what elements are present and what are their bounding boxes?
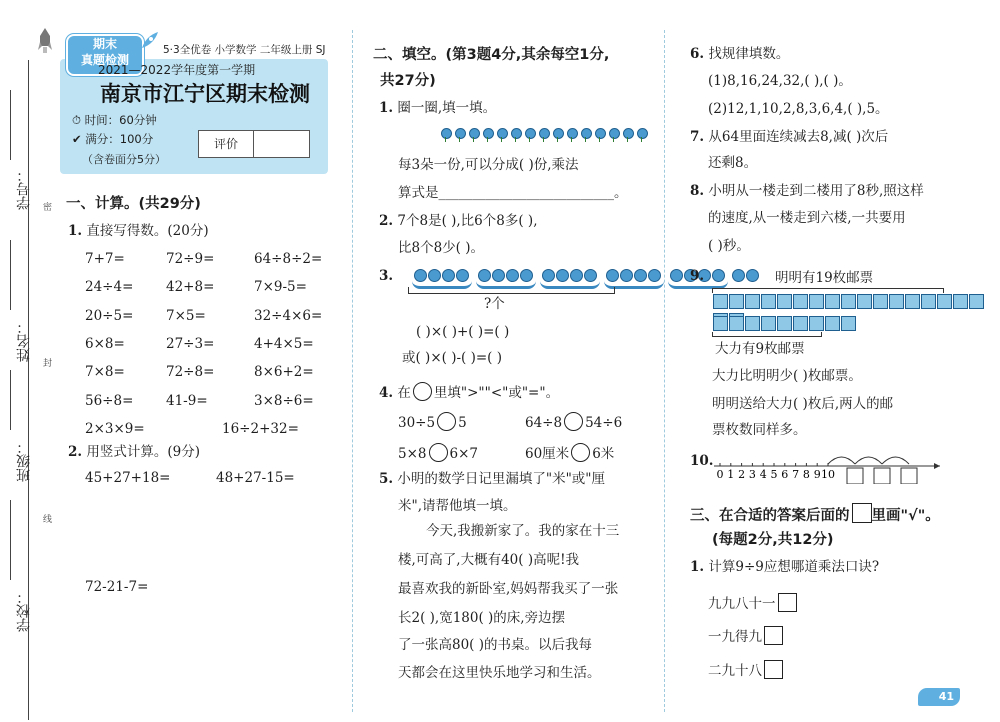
calc-item: 24÷4= [85, 279, 134, 296]
stamp-icon [937, 294, 952, 309]
page-number: 41 [918, 688, 960, 706]
s3-q8-line1: 8. 小明从一楼走到二楼用了8秒,照这样 [690, 183, 924, 199]
stamp-icon [969, 294, 984, 309]
stamp-icon [777, 316, 792, 331]
calc-item: 7×5= [166, 307, 206, 324]
student-id-line [10, 90, 12, 160]
diary-line-3: 最喜欢我的新卧室,妈妈帮我买了一张 [398, 581, 619, 597]
section2-heading-line1: 二、填空。(第3题4分,其余每空1分, [373, 47, 610, 63]
class-line [10, 370, 12, 430]
school-line [10, 500, 12, 580]
hop-arc [828, 457, 855, 464]
seal-char-3: 线 [43, 515, 53, 525]
stamp-icon [873, 294, 888, 309]
stamp-icon [793, 294, 808, 309]
section3-heading: 三、在合适的答案后面的 里画"√"。 [690, 503, 940, 524]
ball-icon [712, 269, 725, 282]
stamp-icon [921, 294, 936, 309]
calc-item: 3×8÷6= [254, 392, 314, 409]
calc-item: 16÷2+32= [222, 420, 299, 437]
ball-icon [620, 269, 633, 282]
option-1: 九九八十一 [708, 593, 797, 612]
class-label: 班级： [16, 440, 32, 482]
number-line-label: 1 [727, 468, 735, 481]
number-line [712, 446, 944, 484]
s2-q3-question: ?个 [484, 296, 505, 312]
check-icon: ✔ [72, 132, 82, 146]
vertical-calc-2: 48+27-15= [216, 470, 295, 486]
calc-item: 41-9= [166, 392, 208, 409]
calc-item: 7×9-5= [254, 279, 307, 296]
flower-icon [538, 128, 549, 142]
s3-q11-label: 1. 计算9÷9应想哪道乘法口诀? [690, 559, 880, 575]
compare-circle-c[interactable] [429, 443, 448, 462]
school-label: 学校： [16, 590, 32, 632]
stamp-icon [713, 316, 728, 331]
ball-icon [584, 269, 597, 282]
option-3: 二九十八 [708, 660, 783, 679]
s3-q9-line2: 明明送给大力( )枚后,两人的邮 [712, 396, 894, 412]
flower-icon [636, 128, 647, 142]
calc-item: 72÷9= [166, 251, 215, 267]
flower-icon [440, 128, 451, 142]
hop-arc [882, 457, 909, 464]
ball-icon [442, 269, 455, 282]
compare-a: 30÷5 5 [398, 412, 467, 431]
stamp-icon [857, 294, 872, 309]
flower-icon [580, 128, 591, 142]
stamps-bottom-bracket [712, 332, 822, 337]
number-line-arrow [934, 463, 940, 469]
evaluation-label: 评价 [199, 131, 254, 157]
s2-q3-line2: 或( )×( )-( )=( ) [402, 350, 502, 366]
option-3-box[interactable] [764, 660, 783, 679]
flower-icon [594, 128, 605, 142]
tray [604, 264, 664, 289]
flower-icon [454, 128, 465, 142]
s3-q9-number: 9. [690, 268, 705, 284]
stamp-icon [729, 294, 744, 309]
number-line-label: 10 [821, 468, 835, 481]
stamp-icon [953, 294, 968, 309]
ball-icon [542, 269, 555, 282]
ball-icon [414, 269, 427, 282]
ball-icon [606, 269, 619, 282]
name-line [10, 240, 12, 310]
calc-item: 27÷3= [166, 335, 215, 352]
hop-arc [855, 457, 882, 464]
stamps-top-label: 明明有19枚邮票 [775, 270, 874, 286]
stamps-top-bracket [712, 288, 944, 293]
s2-q2-line2: 比8个8少( )。 [398, 240, 485, 256]
tray [412, 264, 472, 289]
calc-item: 4+4×5= [254, 335, 314, 352]
option-1-box[interactable] [778, 593, 797, 612]
ball-icon [506, 269, 519, 282]
exam-score: ✔ 满分：100分 [72, 132, 154, 146]
calc-item: 64÷8÷2= [254, 251, 323, 267]
s2-q5-line1: 5. 小明的数学日记里漏填了"米"或"厘 [379, 471, 606, 487]
section2-heading-line2: 共27分) [380, 73, 436, 89]
s3-q6-line2: (2)12,1,10,2,8,3,6,4,( ),5。 [708, 101, 889, 117]
section3-heading-2: (每题2分,共12分) [712, 532, 834, 548]
s2-q1-line1: 每3朵一份,可以分成( )份,乘法 [398, 157, 579, 173]
s3-q7-line2: 还剩8。 [708, 155, 758, 171]
q1-label: 1. 直接写得数。(20分) [68, 223, 209, 239]
s2-q3-line1: ( )×( )+( )=( ) [416, 324, 510, 340]
s3-q10-number: 10. [690, 453, 714, 469]
diary-line-5: 了一张高80( )的书桌。以后我每 [398, 637, 593, 653]
calc-item: 7+7= [85, 251, 125, 267]
exam-note: （含卷面分5分） [82, 153, 166, 166]
s3-q6-line1: (1)8,16,24,32,( ),( )。 [708, 73, 852, 89]
rocket-badge-icon [138, 30, 160, 52]
stamp-icon [745, 294, 760, 309]
school-year: 2021—2022学年度第一学期 [98, 63, 256, 77]
evaluation-box [198, 130, 310, 158]
number-line-label: 3 [748, 468, 756, 481]
compare-b: 64÷8 54÷6 [525, 412, 622, 431]
s3-q9-line1: 大力比明明少( )枚邮票。 [712, 368, 862, 384]
exam-title: 南京市江宁区期末检测 [100, 82, 310, 106]
ball-icon [456, 269, 469, 282]
s2-q1-line2: 算式是__________________________。 [398, 185, 628, 201]
q2-label: 2. 用竖式计算。(9分) [68, 444, 201, 460]
number-line-label: 2 [738, 468, 746, 481]
s3-q9-line3: 票枚数同样多。 [712, 422, 807, 438]
stamp-icon [713, 294, 728, 309]
s2-q3-number: 3. [379, 268, 394, 284]
tray [476, 264, 536, 289]
stamp-icon [761, 316, 776, 331]
diary-line-6: 天都会在这里快乐地学习和生活。 [398, 665, 601, 681]
ball-icon [648, 269, 661, 282]
stamp-icon [793, 316, 808, 331]
ball-icon [732, 269, 745, 282]
flower-icon [608, 128, 619, 142]
stamp-icon [745, 316, 760, 331]
number-line-label: 0 [716, 468, 724, 481]
diary-line-4: 长2( ),宽180( )的床,旁边摆 [398, 610, 566, 626]
calc-item: 7×8= [85, 364, 125, 381]
s3-q8-line3: ( )秒。 [708, 238, 750, 254]
stamp-icon [809, 294, 824, 309]
vertical-calc-1: 45+27+18= [85, 470, 171, 486]
s3-q7-line1: 7. 从64里面连续减去8,减( )次后 [690, 129, 889, 145]
clock-icon: ⏱ [72, 113, 81, 127]
compare-d: 60厘米 6米 [525, 443, 614, 462]
calc-item: 42+8= [166, 279, 215, 296]
ball-icon [492, 269, 505, 282]
stamp-icon [841, 294, 856, 309]
exam-badge: 期末 真题检测 [66, 34, 144, 76]
flower-icon [622, 128, 633, 142]
series-text: 5·3全优卷 小学数学 二年级上册 SJ [163, 44, 326, 56]
calc-item: 2×3×9= [85, 420, 145, 437]
number-line-answer-box[interactable] [874, 468, 890, 484]
calc-item: 32÷4×6= [254, 307, 323, 324]
ball-icon [670, 269, 683, 282]
stamp-icon [889, 294, 904, 309]
compare-circle-a[interactable] [437, 412, 456, 431]
calc-item: 72÷8= [166, 364, 215, 381]
s2-q5-line2: 米",请帮他填一填。 [398, 498, 517, 514]
flower-icon [496, 128, 507, 142]
compare-c: 5×8 6×7 [398, 443, 478, 462]
column-divider-2 [664, 30, 665, 712]
exam-time: ⏱ 时间：60分钟 [72, 113, 157, 127]
balls-trays [412, 264, 760, 289]
name-label: 姓名： [16, 320, 32, 362]
s3-q8-line2: 的速度,从一楼走到六楼,一共要用 [708, 210, 906, 226]
diary-line-2: 楼,可高了,大概有40( )高呢!我 [398, 552, 580, 568]
stamps-bottom-label: 大力有9枚邮票 [715, 341, 805, 357]
ball-icon [570, 269, 583, 282]
flower-icon [552, 128, 563, 142]
number-line-label: 9 [813, 468, 821, 481]
calc-item: 8×6+2= [254, 364, 314, 381]
ball-icon [746, 269, 759, 282]
number-line-label: 7 [792, 468, 800, 481]
stamp-icon [825, 294, 840, 309]
stamp-icon [777, 294, 792, 309]
flower-icon [482, 128, 493, 142]
number-line-label: 5 [770, 468, 778, 481]
number-line-label: 4 [759, 468, 767, 481]
stamp-icon [825, 316, 840, 331]
compare-circle-icon [413, 382, 432, 401]
compare-circle-d[interactable] [571, 443, 590, 462]
s2-q2-line1: 2. 7个8是( ),比6个8多( ), [379, 213, 538, 229]
seal-char-1: 密 [43, 203, 53, 213]
ball-icon [634, 269, 647, 282]
option-2-box[interactable] [764, 626, 783, 645]
column-divider-1 [352, 30, 353, 712]
stamp-icon [809, 316, 824, 331]
s2-q1-label: 1. 圈一圈,填一填。 [379, 100, 497, 116]
number-line-answer-box[interactable] [847, 468, 863, 484]
flower-icon [566, 128, 577, 142]
ball-icon [478, 269, 491, 282]
calc-item: 6×8= [85, 335, 125, 352]
flowers-row [440, 127, 650, 146]
calc-item: 20÷5= [85, 307, 134, 324]
diary-line-1: 今天,我搬新家了。我的家在十三 [426, 523, 620, 539]
seal-char-2: 封 [43, 359, 53, 369]
tray [540, 264, 600, 289]
stamp-icon [761, 294, 776, 309]
flower-icon [524, 128, 535, 142]
s2-q4-label: 4. 在 里填">""<"或"="。 [379, 382, 559, 401]
compare-circle-b[interactable] [564, 412, 583, 431]
ball-icon [520, 269, 533, 282]
vertical-calc-3: 72-21-7= [85, 579, 149, 595]
calc-item: 56÷8= [85, 392, 134, 409]
flower-icon [510, 128, 521, 142]
student-id-label: 学号： [16, 168, 32, 210]
flower-icon [468, 128, 479, 142]
brace-bracket [408, 287, 615, 294]
option-2: 一九得九 [708, 626, 783, 645]
number-line-label: 8 [802, 468, 810, 481]
number-line-label: 6 [781, 468, 789, 481]
number-line-answer-box[interactable] [901, 468, 917, 484]
ball-icon [556, 269, 569, 282]
answer-box-icon [852, 503, 872, 523]
stamp-icon [841, 316, 856, 331]
ball-icon [428, 269, 441, 282]
rocket-icon [38, 28, 52, 54]
stamp-icon [905, 294, 920, 309]
stamp-icon [729, 316, 744, 331]
s3-q6-label: 6. 找规律填数。 [690, 46, 790, 62]
section1-heading: 一、计算。(共29分) [66, 196, 201, 212]
